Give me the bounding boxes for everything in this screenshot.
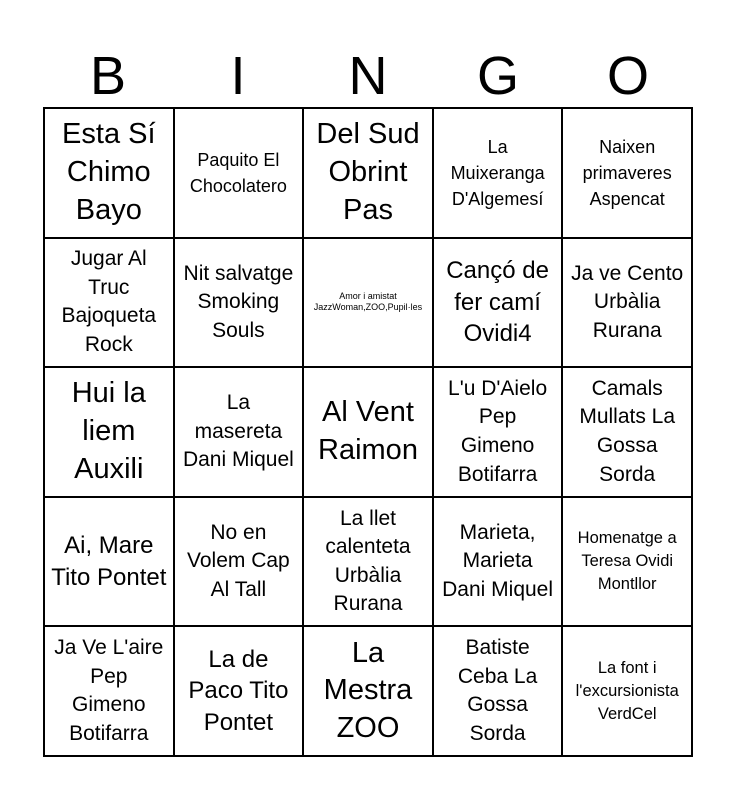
bingo-cell[interactable] (174, 367, 304, 497)
cell-text: Cançó de fer camí Ovidi4 (446, 256, 549, 348)
header-letter-b: B (89, 46, 127, 106)
cell-text: Batiste Ceba La Gossa Sorda (457, 636, 538, 745)
bingo-header (43, 44, 693, 108)
bingo-cell[interactable] (562, 497, 692, 627)
bingo-cell[interactable] (44, 108, 174, 238)
bingo-cell[interactable] (433, 238, 563, 368)
cell-text: L'u D'Aielo Pep Gimeno Botifarra (448, 376, 548, 486)
bingo-cell[interactable] (562, 238, 692, 368)
cell-text: Del Sud Obrint Pas (316, 118, 420, 226)
bingo-cell[interactable] (303, 367, 433, 497)
bingo-cell[interactable] (562, 626, 692, 756)
cell-text: Ja Ve L'aire Pep Gimeno Botifarra (54, 636, 164, 745)
header-letter-g: G (476, 46, 519, 106)
bingo-cell[interactable] (44, 626, 174, 756)
bingo-cell[interactable] (174, 238, 304, 368)
bingo-cell[interactable] (44, 497, 174, 627)
cell-text: Esta Sí Chimo Bayo (62, 118, 156, 226)
cell-text: La masereta Dani Miquel (182, 391, 294, 472)
cell-text: La font i l'excursionista VerdCel (575, 659, 679, 723)
header-letter-o: O (606, 46, 649, 106)
cell-text: Homenatge a Teresa Ovidi Montllor (577, 529, 677, 593)
bingo-cell[interactable] (433, 626, 563, 756)
cell-text: La Muixeranga D'Algemesí (450, 136, 545, 209)
cell-text: Al Vent Raimon (318, 396, 418, 466)
bingo-cell[interactable] (303, 626, 433, 756)
header-letter-i: I (230, 46, 246, 106)
bingo-cell[interactable] (303, 108, 433, 238)
bingo-cell[interactable] (303, 497, 433, 627)
cell-text: Amor i amistat JazzWoman,ZOO,Pupil·les (313, 290, 423, 313)
bingo-cell[interactable] (433, 367, 563, 497)
cell-text: Paquito El Chocolatero (189, 149, 287, 196)
cell-text: La Mestra ZOO (323, 636, 413, 745)
bingo-cell[interactable] (174, 626, 304, 756)
cell-text: Jugar Al Truc Bajoqueta Rock (61, 247, 157, 356)
cell-text: Naixen primaveres Aspencat (582, 136, 672, 209)
bingo-cell[interactable] (44, 367, 174, 497)
cell-text: Ja ve Cento Urbàlia Rurana (571, 261, 684, 342)
bingo-cell-center[interactable] (303, 238, 433, 368)
cell-text: Hui la liem Auxili (71, 377, 146, 485)
cell-text: La llet calenteta Urbàlia Rurana (325, 506, 411, 616)
cell-text: La de Paco Tito Pontet (188, 645, 289, 737)
cell-text: Marieta, Marieta Dani Miquel (442, 520, 554, 601)
bingo-cell[interactable] (433, 497, 563, 627)
header-letter-n: N (348, 46, 388, 106)
bingo-cell[interactable] (562, 108, 692, 238)
cell-text: No en Volem Cap Al Tall (187, 520, 290, 601)
bingo-cell[interactable] (174, 497, 304, 627)
bingo-card (43, 107, 693, 757)
bingo-cell[interactable] (562, 367, 692, 497)
cell-text: Ai, Mare Tito Pontet (51, 531, 167, 591)
cell-text: Camals Mullats La Gossa Sorda (579, 376, 676, 486)
bingo-cell[interactable] (174, 108, 304, 238)
bingo-cell[interactable] (44, 238, 174, 368)
cell-text: Nit salvatge Smoking Souls (183, 261, 294, 342)
bingo-cell[interactable] (433, 108, 563, 238)
